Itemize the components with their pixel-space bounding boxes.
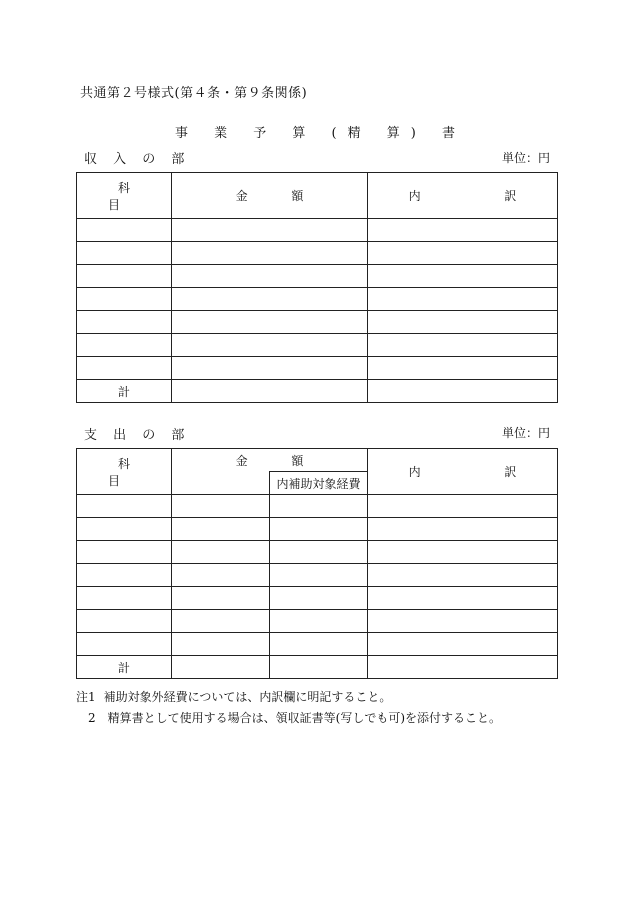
expense-subsidy-cell[interactable] xyxy=(270,541,368,564)
income-item-cell[interactable] xyxy=(77,265,172,288)
expense-subsidy-cell[interactable] xyxy=(270,518,368,541)
expense-header-breakdown: 内 訳 xyxy=(368,449,558,495)
table-row xyxy=(77,242,558,265)
table-row xyxy=(77,541,558,564)
note-1 xyxy=(76,688,391,705)
expense-table xyxy=(76,448,558,679)
expense-header-subsidy-excluded: 内補助対象経費 xyxy=(270,472,368,495)
expense-breakdown-cell[interactable] xyxy=(368,587,558,610)
expense-amount-cell[interactable] xyxy=(172,564,270,587)
income-item-cell[interactable] xyxy=(77,311,172,334)
expense-amount-cell[interactable] xyxy=(172,518,270,541)
table-row xyxy=(77,334,558,357)
note-2-text: 精算書として使用する場合は、領収証書等(写しでも可)を添付すること。 xyxy=(107,711,502,725)
income-amount-cell[interactable] xyxy=(172,265,368,288)
expense-subsidy-cell[interactable] xyxy=(270,587,368,610)
document-title: 事 業 予 算 (精 算) 書 xyxy=(175,126,466,141)
expense-total-row xyxy=(77,656,558,679)
income-amount-cell[interactable] xyxy=(172,357,368,380)
income-total-row xyxy=(77,380,558,403)
expense-unit-label: 単位：円 xyxy=(501,426,550,440)
note-2-marker: 2 xyxy=(88,711,96,725)
income-header-item: 科 目 xyxy=(77,173,172,219)
expense-item-cell[interactable] xyxy=(77,587,172,610)
expense-item-cell[interactable] xyxy=(77,518,172,541)
expense-amount-cell[interactable] xyxy=(172,541,270,564)
table-row xyxy=(77,357,558,380)
income-table xyxy=(76,172,558,403)
income-breakdown-cell[interactable] xyxy=(368,357,558,380)
income-breakdown-cell[interactable] xyxy=(368,311,558,334)
table-row xyxy=(77,219,558,242)
expense-header-row-1 xyxy=(77,449,558,472)
expense-subsidy-cell[interactable] xyxy=(270,610,368,633)
income-item-cell[interactable] xyxy=(77,334,172,357)
table-row xyxy=(77,587,558,610)
note-1-marker: 注1 xyxy=(76,690,96,704)
table-row xyxy=(77,311,558,334)
expense-amount-cell[interactable] xyxy=(172,633,270,656)
table-row xyxy=(77,610,558,633)
income-breakdown-cell[interactable] xyxy=(368,288,558,311)
expense-total-label: 計 xyxy=(77,656,172,679)
expense-total-subsidy-cell[interactable] xyxy=(270,656,368,679)
note-1-text: 補助対象外経費については、内訳欄に明記すること。 xyxy=(103,690,392,704)
income-item-cell[interactable] xyxy=(77,288,172,311)
income-header-row xyxy=(77,173,558,219)
expense-item-cell[interactable] xyxy=(77,633,172,656)
income-total-label: 計 xyxy=(77,380,172,403)
expense-header-item: 科 目 xyxy=(77,449,172,495)
expense-subsidy-cell[interactable] xyxy=(270,495,368,518)
income-breakdown-cell[interactable] xyxy=(368,334,558,357)
income-header-amount: 金 額 xyxy=(172,173,368,219)
expense-header-amount-spacer xyxy=(172,472,270,495)
income-breakdown-cell[interactable] xyxy=(368,219,558,242)
table-row xyxy=(77,518,558,541)
expense-item-cell[interactable] xyxy=(77,541,172,564)
note-2 xyxy=(88,709,501,726)
expense-breakdown-cell[interactable] xyxy=(368,495,558,518)
income-header-breakdown: 内 訳 xyxy=(368,173,558,219)
income-total-breakdown-cell[interactable] xyxy=(368,380,558,403)
income-item-cell[interactable] xyxy=(77,219,172,242)
expense-item-cell[interactable] xyxy=(77,564,172,587)
expense-header-amount: 金 額 xyxy=(172,449,368,472)
income-section-title: 収 入 の 部 xyxy=(84,152,191,167)
income-total-amount-cell[interactable] xyxy=(172,380,368,403)
table-row xyxy=(77,564,558,587)
table-row xyxy=(77,265,558,288)
expense-amount-cell[interactable] xyxy=(172,587,270,610)
expense-section-title: 支 出 の 部 xyxy=(84,428,191,443)
income-unit-label: 単位：円 xyxy=(501,151,550,165)
income-item-cell[interactable] xyxy=(77,242,172,265)
table-row xyxy=(77,633,558,656)
expense-item-cell[interactable] xyxy=(77,610,172,633)
income-breakdown-cell[interactable] xyxy=(368,242,558,265)
expense-total-amount-cell[interactable] xyxy=(172,656,270,679)
expense-item-cell[interactable] xyxy=(77,495,172,518)
expense-subsidy-cell[interactable] xyxy=(270,633,368,656)
income-amount-cell[interactable] xyxy=(172,219,368,242)
expense-amount-cell[interactable] xyxy=(172,495,270,518)
table-row xyxy=(77,288,558,311)
expense-breakdown-cell[interactable] xyxy=(368,610,558,633)
table-row xyxy=(77,495,558,518)
income-amount-cell[interactable] xyxy=(172,242,368,265)
income-amount-cell[interactable] xyxy=(172,311,368,334)
expense-amount-cell[interactable] xyxy=(172,610,270,633)
income-amount-cell[interactable] xyxy=(172,334,368,357)
expense-breakdown-cell[interactable] xyxy=(368,564,558,587)
expense-total-breakdown-cell[interactable] xyxy=(368,656,558,679)
income-amount-cell[interactable] xyxy=(172,288,368,311)
expense-breakdown-cell[interactable] xyxy=(368,541,558,564)
expense-subsidy-cell[interactable] xyxy=(270,564,368,587)
expense-breakdown-cell[interactable] xyxy=(368,633,558,656)
expense-breakdown-cell[interactable] xyxy=(368,518,558,541)
income-breakdown-cell[interactable] xyxy=(368,265,558,288)
form-label: 共通第２号様式(第４条・第９条関係) xyxy=(80,86,308,101)
income-item-cell[interactable] xyxy=(77,357,172,380)
